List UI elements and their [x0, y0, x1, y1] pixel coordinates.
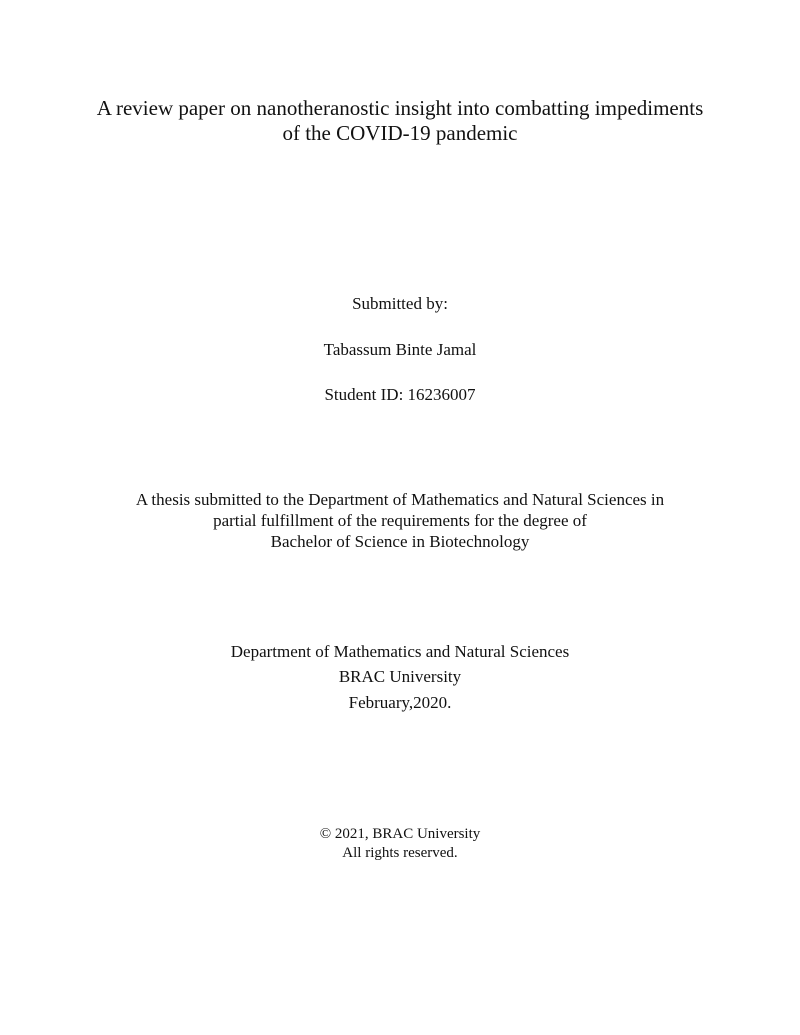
- submitted-by-label: Submitted by:: [352, 294, 448, 313]
- author-name: Tabassum Binte Jamal: [323, 340, 477, 359]
- thesis-title-line-2: of the COVID-19 pandemic: [282, 121, 518, 145]
- thesis-statement-line-2: partial fulfillment of the requirements for the degree of: [213, 511, 587, 530]
- thesis-title-line-1: A review paper on nanotheranostic insight into combatting impediments: [96, 96, 704, 120]
- thesis-statement-line-1: A thesis submitted to the Department of Mathematics and Natural Sciences in: [135, 490, 665, 509]
- thesis-statement-line-3: Bachelor of Science in Biotechnology: [270, 532, 530, 551]
- copyright-notice: © 2021, BRAC University: [319, 826, 481, 842]
- submission-date: February,2020.: [348, 693, 452, 712]
- university-name: BRAC University: [338, 667, 462, 686]
- rights-reserved: All rights reserved.: [342, 845, 458, 861]
- department-name: Department of Mathematics and Natural Sciences: [230, 642, 570, 661]
- student-id: Student ID: 16236007: [324, 385, 476, 404]
